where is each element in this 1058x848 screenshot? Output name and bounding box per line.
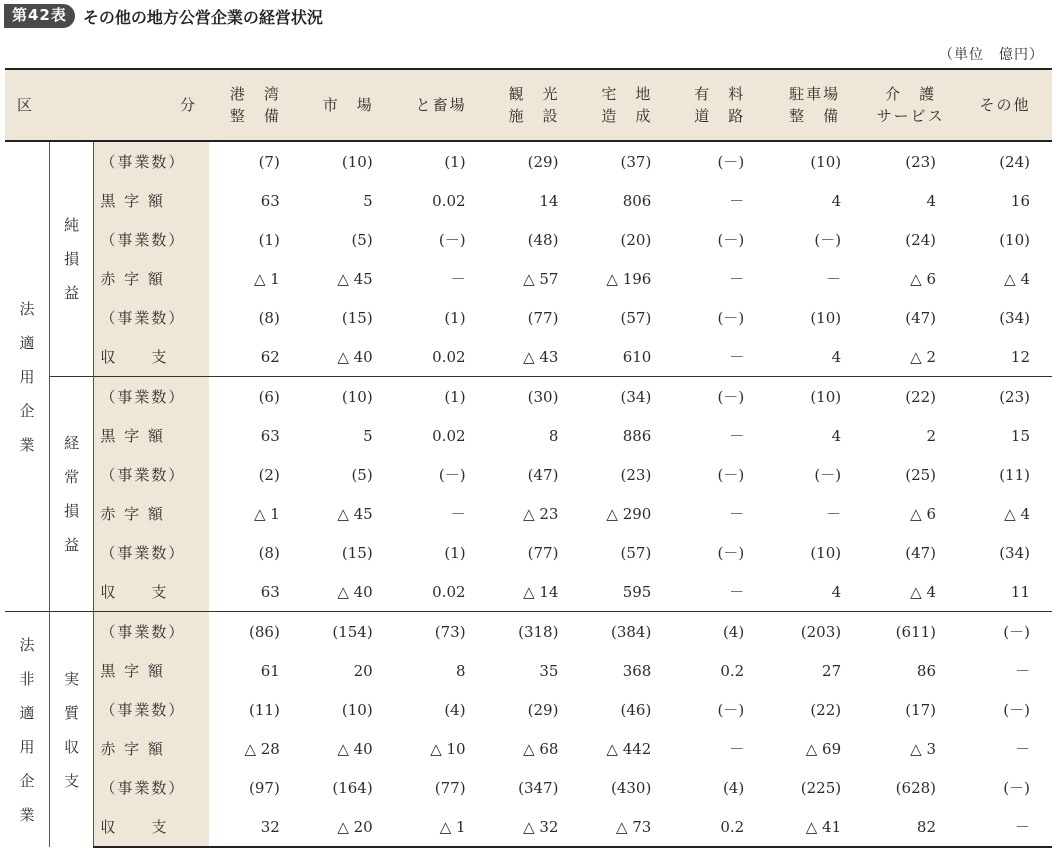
- value-cell: 5: [363, 426, 373, 445]
- value-cell: 806: [622, 191, 652, 210]
- value-cell: (347): [518, 778, 559, 797]
- value-cell: 82: [863, 807, 958, 847]
- value-cell: (2): [258, 465, 280, 484]
- value-cell: (22): [863, 377, 958, 417]
- value-cell: －: [729, 348, 745, 366]
- value-cell: 595: [622, 582, 652, 601]
- value-cell: △ 43: [523, 347, 559, 366]
- row-item-label: 収 支: [94, 572, 209, 612]
- value-cell: (77): [527, 543, 559, 562]
- row-item-label: 収 支: [94, 807, 209, 847]
- value-cell: (34): [999, 308, 1030, 327]
- value-cell: 8: [548, 426, 559, 445]
- value-cell: (34): [999, 543, 1030, 562]
- value-cell: －: [729, 505, 745, 523]
- value-cell: (57): [620, 543, 652, 562]
- row-item-label: （事業数）: [94, 377, 209, 417]
- value-cell: 0.02: [432, 347, 466, 366]
- value-cell: (4): [722, 778, 745, 797]
- value-cell: 2: [926, 426, 937, 445]
- vertical-group-label: 純 損 益: [64, 216, 80, 302]
- value-cell: (86): [209, 612, 302, 652]
- value-cell: 8: [456, 661, 466, 680]
- table-row: [5, 807, 1052, 847]
- value-cell: 886: [622, 426, 652, 445]
- row-item-label: 赤 字 額: [94, 729, 209, 768]
- value-cell: (10): [810, 543, 842, 562]
- value-cell: △ 23: [523, 504, 559, 523]
- value-cell: －: [1014, 662, 1030, 680]
- table-row: [5, 729, 1052, 768]
- value-cell: 14: [539, 191, 559, 210]
- value-cell: △ 6: [910, 269, 937, 288]
- value-cell: (48): [527, 230, 559, 249]
- value-cell: △ 40: [337, 739, 373, 758]
- value-cell: (10): [341, 152, 373, 171]
- vertical-group-label: 実 質 収 支: [64, 669, 80, 790]
- table-row: [5, 377, 1052, 417]
- value-cell: (203): [766, 612, 863, 652]
- value-cell: △ 40: [337, 582, 373, 601]
- value-cell: (－): [438, 466, 466, 484]
- value-cell: 5: [363, 191, 373, 210]
- table-row: [5, 612, 1052, 652]
- value-cell: 11: [1010, 582, 1030, 601]
- group-non-applied-enterprise: [5, 612, 49, 848]
- table-row: [5, 220, 1052, 259]
- value-cell: －: [1014, 740, 1030, 758]
- value-cell: △ 1: [253, 269, 280, 288]
- col-port-header: 港 湾 整 備: [209, 69, 302, 141]
- value-cell: △ 45: [337, 504, 373, 523]
- value-cell: (4): [673, 612, 766, 652]
- value-cell: (－): [717, 153, 745, 171]
- table-row: [5, 416, 1052, 455]
- value-cell: 0.2: [720, 661, 745, 680]
- value-cell: △ 2: [910, 347, 937, 366]
- value-cell: △ 14: [523, 582, 559, 601]
- value-cell: (11): [249, 700, 280, 719]
- value-cell: 20: [353, 661, 373, 680]
- value-cell: (628): [895, 778, 937, 797]
- value-cell: (154): [302, 612, 395, 652]
- table-row: [5, 141, 1052, 181]
- value-cell: (7): [258, 152, 280, 171]
- value-cell: (1): [444, 308, 466, 327]
- value-cell: △ 73: [580, 807, 673, 847]
- value-cell: (24): [905, 230, 937, 249]
- value-cell: (47): [905, 308, 937, 327]
- row-item-label: （事業数）: [94, 298, 209, 337]
- value-cell: (23): [905, 152, 937, 171]
- value-cell: (5): [351, 230, 373, 249]
- value-cell: (611): [863, 612, 958, 652]
- value-cell: －: [729, 740, 745, 758]
- value-cell: △ 20: [302, 807, 395, 847]
- value-cell: (37): [620, 152, 652, 171]
- value-cell: (22): [810, 700, 842, 719]
- value-cell: (23): [958, 377, 1052, 417]
- value-cell: 32: [209, 807, 302, 847]
- table-row: [5, 337, 1052, 377]
- value-cell: (384): [580, 612, 673, 652]
- value-cell: (430): [610, 778, 652, 797]
- value-cell: (77): [434, 778, 466, 797]
- col-land-header: 宅 地 造 成: [580, 69, 673, 141]
- value-cell: (47): [527, 465, 559, 484]
- header-category-right: 分: [94, 69, 209, 141]
- table-row: [5, 455, 1052, 494]
- value-cell: (8): [258, 543, 280, 562]
- value-cell: (225): [800, 778, 842, 797]
- value-cell: (－): [717, 466, 745, 484]
- value-cell: －: [729, 270, 745, 288]
- col-tourism-header: 観 光 施 設: [488, 69, 581, 141]
- vertical-group-label: 法 適 用 企 業: [19, 299, 35, 454]
- value-cell: (1): [258, 230, 280, 249]
- value-cell: (15): [341, 308, 373, 327]
- row-item-label: （事業数）: [94, 690, 209, 729]
- table-row: [5, 298, 1052, 337]
- value-cell: (－): [717, 309, 745, 327]
- value-cell: (77): [527, 308, 559, 327]
- value-cell: (15): [341, 543, 373, 562]
- value-cell: (－): [673, 377, 766, 417]
- value-cell: (318): [488, 612, 581, 652]
- value-cell: (－): [958, 612, 1052, 652]
- value-cell: －: [826, 270, 842, 288]
- value-cell: 15: [1010, 426, 1030, 445]
- row-item-label: 赤 字 額: [94, 259, 209, 298]
- row-item-label: （事業数）: [94, 612, 209, 652]
- value-cell: (164): [332, 778, 373, 797]
- table-row: [5, 768, 1052, 807]
- value-cell: △ 196: [606, 269, 652, 288]
- value-cell: 4: [831, 191, 842, 210]
- value-cell: 4: [831, 347, 842, 366]
- group-actual-balance: [49, 612, 93, 848]
- value-cell: (11): [999, 465, 1030, 484]
- value-cell: △ 32: [488, 807, 581, 847]
- value-cell: △ 40: [337, 347, 373, 366]
- row-item-label: （事業数）: [94, 141, 209, 181]
- value-cell: △ 10: [430, 739, 466, 758]
- value-cell: －: [958, 807, 1052, 847]
- value-cell: 0.2: [673, 807, 766, 847]
- value-cell: (30): [488, 377, 581, 417]
- value-cell: (－): [438, 231, 466, 249]
- value-cell: △ 69: [805, 739, 842, 758]
- value-cell: 0.02: [432, 582, 466, 601]
- col-market-header: 市 場: [302, 69, 395, 141]
- header-category-left: 区: [5, 69, 94, 141]
- row-item-label: 黒 字 額: [94, 416, 209, 455]
- group-applied-enterprise: [5, 141, 49, 612]
- value-cell: (10): [810, 308, 842, 327]
- table-row: [5, 690, 1052, 729]
- value-cell: (17): [905, 700, 937, 719]
- vertical-group-label: 経 常 損 益: [64, 434, 80, 554]
- value-cell: (34): [580, 377, 673, 417]
- row-item-label: 黒 字 額: [94, 651, 209, 690]
- table-row: [5, 494, 1052, 533]
- value-cell: (1): [444, 152, 466, 171]
- table-row: [5, 572, 1052, 612]
- value-cell: (8): [258, 308, 280, 327]
- value-cell: －: [729, 427, 745, 445]
- value-cell: 63: [260, 191, 280, 210]
- row-item-label: 赤 字 額: [94, 494, 209, 533]
- value-cell: 4: [926, 191, 937, 210]
- value-cell: (－): [1003, 701, 1030, 719]
- row-item-label: （事業数）: [94, 533, 209, 572]
- group-net-profit-loss: [49, 141, 93, 377]
- value-cell: △ 41: [766, 807, 863, 847]
- value-cell: △ 442: [606, 739, 652, 758]
- value-cell: 368: [622, 661, 652, 680]
- value-cell: △ 4: [1004, 504, 1030, 523]
- value-cell: 35: [539, 661, 559, 680]
- value-cell: 0.02: [432, 426, 466, 445]
- value-cell: －: [729, 583, 745, 601]
- value-cell: 610: [622, 347, 652, 366]
- value-cell: (25): [905, 465, 937, 484]
- table-row: [5, 533, 1052, 572]
- col-care-header: 介 護 サービス: [863, 69, 958, 141]
- unit-label: （単位 億円）: [939, 47, 1044, 63]
- col-other-header: その他: [958, 69, 1052, 141]
- value-cell: 4: [831, 582, 842, 601]
- value-cell: (－): [814, 466, 842, 484]
- row-item-label: （事業数）: [94, 768, 209, 807]
- value-cell: △ 1: [395, 807, 488, 847]
- value-cell: 0.02: [432, 191, 466, 210]
- col-toll-road-header: 有 料 道 路: [673, 69, 766, 141]
- value-cell: (－): [1003, 779, 1030, 797]
- value-cell: △ 57: [523, 269, 559, 288]
- value-cell: (1): [444, 543, 466, 562]
- value-cell: (46): [620, 700, 652, 719]
- row-item-label: （事業数）: [94, 455, 209, 494]
- value-cell: (10): [302, 377, 395, 417]
- value-cell: △ 4: [1004, 269, 1030, 288]
- vertical-group-label: 法 非 適 用 企 業: [19, 635, 35, 824]
- table-title: その他の地方公営企業の経営状況: [82, 7, 323, 27]
- value-cell: △ 6: [910, 504, 937, 523]
- value-cell: (97): [249, 778, 280, 797]
- value-cell: △ 45: [337, 269, 373, 288]
- value-cell: 62: [260, 347, 280, 366]
- row-item-label: 黒 字 額: [94, 181, 209, 220]
- value-cell: (20): [620, 230, 652, 249]
- value-cell: (1): [395, 377, 488, 417]
- value-cell: △ 68: [523, 739, 559, 758]
- value-cell: －: [450, 270, 466, 288]
- value-cell: －: [729, 192, 745, 210]
- table-row: [5, 651, 1052, 690]
- value-cell: △ 3: [910, 739, 937, 758]
- value-cell: 63: [260, 426, 280, 445]
- value-cell: 86: [916, 661, 937, 680]
- value-cell: (23): [620, 465, 652, 484]
- value-cell: (4): [444, 700, 466, 719]
- value-cell: (29): [527, 700, 559, 719]
- value-cell: －: [450, 505, 466, 523]
- value-cell: (24): [999, 152, 1030, 171]
- value-cell: (29): [527, 152, 559, 171]
- value-cell: 27: [822, 661, 842, 680]
- group-ordinary-profit-loss: [49, 377, 93, 612]
- value-cell: 16: [1010, 191, 1030, 210]
- col-parking-header: 駐車場 整 備: [766, 69, 863, 141]
- value-cell: △ 290: [606, 504, 652, 523]
- value-cell: △ 28: [244, 739, 280, 758]
- value-cell: (73): [395, 612, 488, 652]
- management-status-table: [5, 68, 1052, 848]
- col-slaughterhouse-header: と畜場: [395, 69, 488, 141]
- value-cell: (57): [620, 308, 652, 327]
- value-cell: (－): [717, 701, 745, 719]
- value-cell: (－): [717, 544, 745, 562]
- value-cell: 61: [260, 661, 280, 680]
- value-cell: (6): [209, 377, 302, 417]
- value-cell: (－): [814, 231, 842, 249]
- header-row: [5, 69, 1052, 141]
- row-item-label: （事業数）: [94, 220, 209, 259]
- value-cell: (10): [766, 377, 863, 417]
- value-cell: (－): [717, 231, 745, 249]
- value-cell: 12: [1010, 347, 1030, 366]
- value-cell: (47): [905, 543, 937, 562]
- value-cell: △ 4: [910, 582, 937, 601]
- value-cell: －: [826, 505, 842, 523]
- value-cell: (10): [810, 152, 842, 171]
- row-item-label: 収 支: [94, 337, 209, 377]
- value-cell: (10): [999, 230, 1030, 249]
- value-cell: 63: [260, 582, 280, 601]
- table-number-badge: 第42表: [4, 4, 75, 28]
- table-title-row: [4, 3, 323, 29]
- value-cell: 4: [831, 426, 842, 445]
- value-cell: △ 1: [253, 504, 280, 523]
- table-row: [5, 181, 1052, 220]
- table-row: [5, 259, 1052, 298]
- value-cell: (5): [351, 465, 373, 484]
- value-cell: (10): [341, 700, 373, 719]
